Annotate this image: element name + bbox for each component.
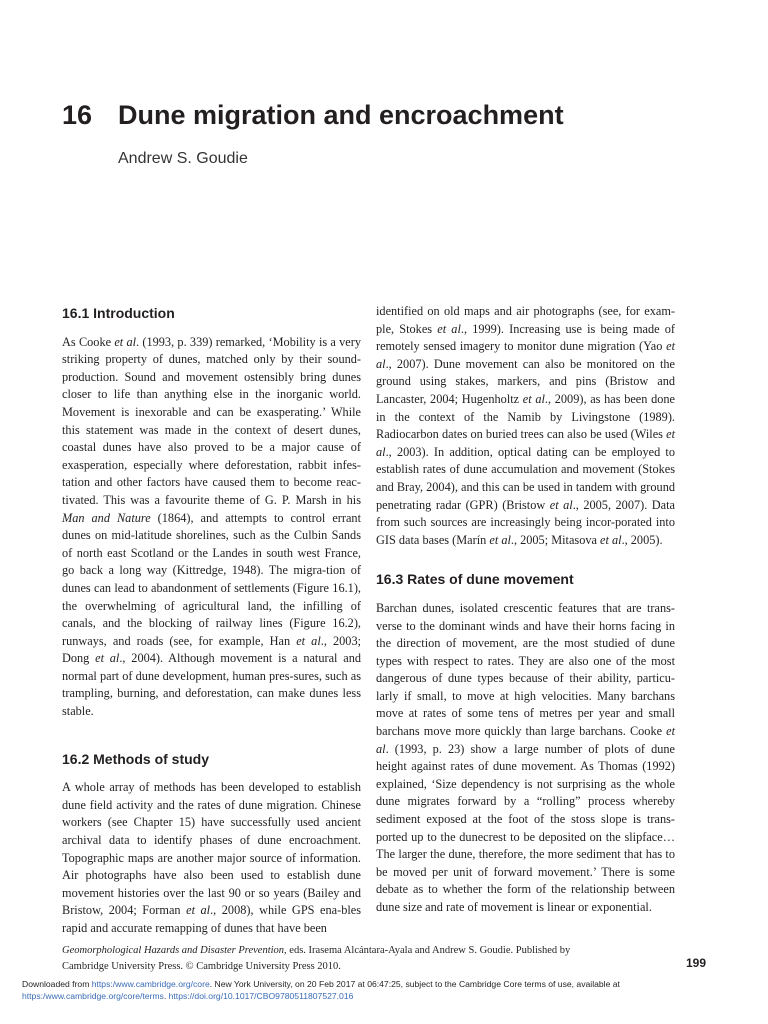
download-middle: . New York University, on 20 Feb 2017 at 06:47:25, subject to the Cambridge Core terms of use, available at xyxy=(209,979,620,989)
book-editors: , eds. Irasema Alcántara-Ayala and Andrew S. Goudie. Published by xyxy=(284,945,571,956)
methods-paragraph: A whole array of methods has been developed to establish dune field activity and the rates of dune migration. Chinese workers (see Chapter 15) have successfully used ancient archival data to identify phases of dune encroachment. Topographic maps are another major source of information. Air photographs have also been used to establish dune movement histories over the last 90 or so years (Bailey and Bristow, 2004; Forman et al., 2008), while GPS ena-bles rapid and accurate remapping of dunes that have been xyxy=(62,780,361,935)
source-footnote xyxy=(62,943,682,975)
cambridge-core-link[interactable]: https:/www.cambridge.org/core xyxy=(91,979,210,989)
methods-paragraph-continued: identified on old maps and air photographs (see, for exam-ple, Stokes et al., 1999). Increasing use is being made of remotely sensed imagery to monitor dune migration (Yao et al., 2007). Dune movement can also be monitored on the ground using stakes, markers, and pins (Bristow and Lancaster, 2004; Hugenholtz et al., 2009), as has been done in the context of the Namib by Livingstone (1989). Radiocarbon dates on buried trees can also be used (Wiles et al., 2003). In addition, optical dating can be employed to establish rates of dune accumulation and movement (Stokes and Bray, 2004), and this can be used in tandem with ground penetrating radar (GPR) (Bristow et al., 2005, 2007). Data from such sources are increasingly being incor-porated into GIS data bases (Marín et al., 2005; Mitasova et al., 2005). xyxy=(376,304,676,547)
download-separator: . xyxy=(163,991,169,1001)
introduction-paragraph: As Cooke et al. (1993, p. 339) remarked, ‘Mobility is a very striking property of dunes, matched only by their sound-production. Sound and movement ostensibly bring dunes closer to life than anything else in the inorganic world. Movement is inexorable and can be exasperating.’ While this statement was made in the context of desert dunes, coastal dunes have also proved to be a major cause of exasperation, especially where deforestation, rabbit infes-tation and other factors have caused them to become reac-tivated. This was a favourite theme of G. P. Marsh in his Man and Nature (1864), and attempts to control errant dunes on mid-latitude shorelines, such as the Culbin Sands of north east Scotland or the Landes in south west France, go back a long way (Kittredge, 1948). The migra-tion of dunes can lead to abandonment of settlements (Figure 16.1), the overwhelming of agricultural land, the infilling of canals, and the blocking of railway lines (Figure 16.2), runways, and roads (see, for example, Han et al., 2003; Dong et al., 2004). Although movement is a natural and normal part of dune development, human pres-sures, such as trampling, burning, and deforestation, can make dunes less stable. xyxy=(62,334,362,719)
book-title: Geomorphological Hazards and Disaster Prevention xyxy=(62,945,285,956)
chapter-title: Dune migration and encroachment xyxy=(118,100,564,130)
footnote-publisher: Cambridge University Press. © Cambridge University Press 2010. xyxy=(62,961,341,972)
doi-link[interactable]: https://doi.org/10.1017/CBO9780511807527.016 xyxy=(168,991,354,1001)
terms-link[interactable]: https:/www.cambridge.org/core/terms xyxy=(22,991,164,1001)
section-heading-introduction: 16.1 Introduction xyxy=(62,305,175,321)
left-column xyxy=(62,305,361,938)
right-column xyxy=(376,303,675,917)
chapter-heading xyxy=(62,100,722,140)
section-heading-methods: 16.2 Methods of study xyxy=(62,750,210,767)
footnote-line-1 xyxy=(62,943,682,959)
author-name: Andrew S. Goudie xyxy=(118,150,248,167)
rates-paragraph: Barchan dunes, isolated crescentic features that are trans-verse to the dominant winds and have their horns facing in the direction of movement, are the most studied of dune types with respect to rates. They are also one of the most dangerous of dune types because of their ability, particu-larly if small, to move at high velocities. Many barchans move at rates of some tens of metres per year and small barchans move more quickly than large barchans. Cooke et al. (1993, p. 23) show a large number of plots of dune height against rates of dune movement. As Thomas (1992) explained, ‘Size dependency is not surprising as the whole dune migrates forward by a “rolling” process whereby sediment exposed at the foot of the stoss slope is trans-ported up to the dunecrest to be deposited on the slipface… The larger the dune, therefore, the more sediment that has to be moved per unit of forward movement.’ There is some debate as to whether the form of the relationship between dune size and rate of movement is linear or exponential. xyxy=(376,600,675,914)
chapter-number: 16 xyxy=(62,100,93,130)
page-number: 199 xyxy=(686,956,707,970)
section-heading-rates: 16.3 Rates of dune movement xyxy=(376,571,574,588)
download-notice xyxy=(22,978,742,1002)
download-prefix: Downloaded from xyxy=(22,979,92,989)
